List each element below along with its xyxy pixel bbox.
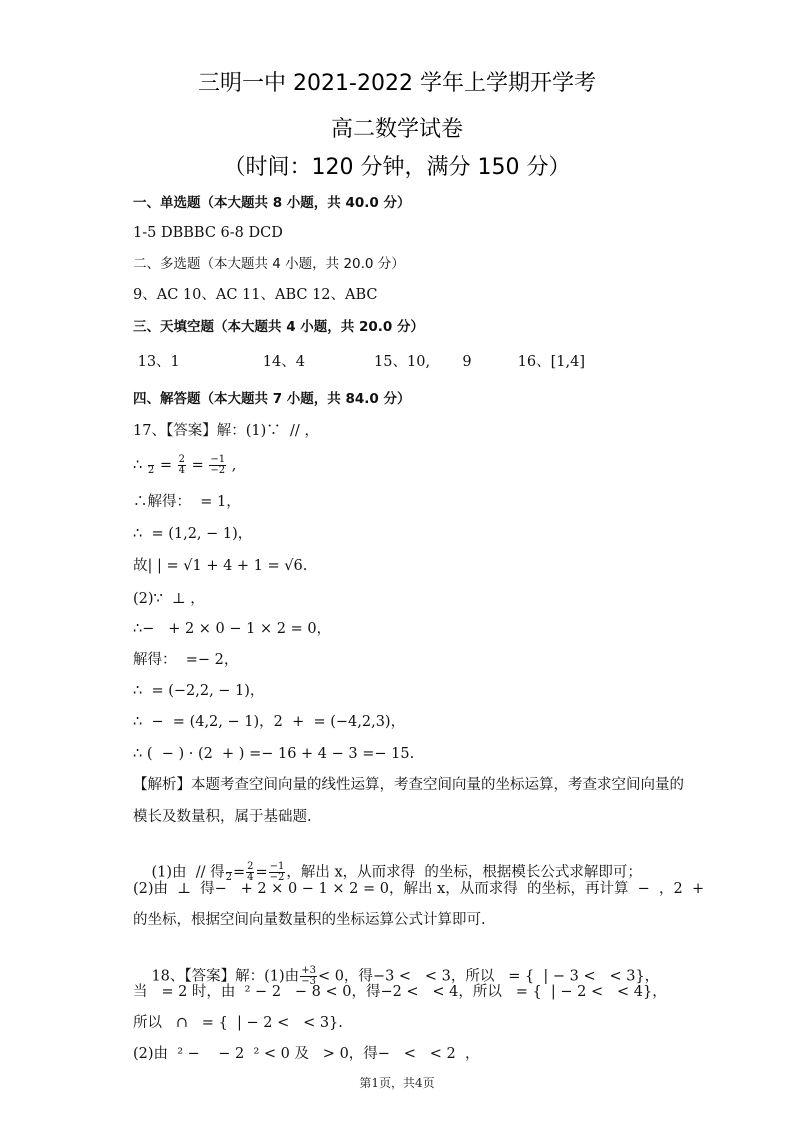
q17-line-3: ∴解得： = 1， <box>133 494 241 510</box>
section-2-heading: 二、多选题（本大题共 4 小题，共 20.0 分） <box>133 256 405 272</box>
section-4-heading: 四、解答题（本大题共 7 小题，共 84.0 分） <box>133 391 411 407</box>
subject-title: 高二数学试卷 <box>330 117 463 142</box>
q17-line-11: ∴ ( − ) · (2 + ) =− 16 + 4 − 3 =− 15. <box>133 746 415 762</box>
q18-line-1: 18、【答案】解：(1)由 $\frac{+3}{-3}$ < 0，得−3 < < 3，所以 = { | − 3 < < 3}， <box>151 965 660 987</box>
school-title: 三明一中 2021-2022 学年上学期开学考 <box>198 71 596 96</box>
q17-line-7: ∴− + 2 × 0 − 1 × 2 = 0， <box>133 621 332 637</box>
q17-analysis-5: 的坐标，根据空间向量数量积的坐标运算公式计算即可. <box>133 912 486 928</box>
q17-analysis-3: (1)由 // 得 2 = $\frac{2}{4}$ = $\frac{-1}{-2}$ ，解出 x，从而求得 的坐标，根据模长公式求解即可； <box>151 861 642 883</box>
section-3-heading: 三、天填空题（本大题共 4 小题，共 20.0 分） <box>133 319 425 335</box>
q17-line-6: (2)∵ ⊥ ， <box>133 591 205 607</box>
q17-line-5: 故| | = √1 + 4 + 1 = √6. <box>133 558 308 574</box>
fraction: $\frac{+3}{-3}$ <box>301 965 316 987</box>
fraction: $\frac{-1}{-2}$ <box>269 861 285 883</box>
q17-line-2: ∴ 2 = $\frac{2}{4}$ = $\frac{-1}{-2}$ , <box>133 454 237 476</box>
q18-line-3: 所以 ∩ = { | − 2 < < 3}. <box>133 1015 343 1031</box>
q17-line-4: ∴ = (1,2, − 1)， <box>133 526 253 542</box>
q17-line-8: 解得： =− 2， <box>133 652 239 668</box>
fraction: $\frac{2}{4}$ <box>247 861 254 883</box>
q17-line-10: ∴ − = (4,2, − 1)，2 + = (−4,2,3)， <box>133 714 406 730</box>
q18-line-2: 当 = 2 时，由 ² − 2 − 8 < 0，得−2 < < 4，所以 = { | − 2 < < 4}， <box>133 984 667 1000</box>
section-3-answers: 13、1 14、4 15、10, 9 16、[1,4] <box>133 354 585 370</box>
fraction: $\frac{-1}{-2}$ <box>210 454 226 476</box>
q18-line-4: (2)由 ² − − 2 ² < 0 及 > 0，得− < < 2 ， <box>133 1046 480 1062</box>
page-footer: 第1页，共4页 <box>359 1076 435 1090</box>
time-info: （时间：120 分钟，满分 150 分） <box>223 155 571 180</box>
section-1-heading: 一、单选题（本大题共 8 小题，共 40.0 分） <box>133 195 411 211</box>
section-1-answers: 1-5 DBBBC 6-8 DCD <box>133 225 283 241</box>
fraction: 2 <box>226 862 232 883</box>
q17-line-1: 17、【答案】解：(1)∵ // ， <box>133 423 319 439</box>
fraction: $\frac{2}{4}$ <box>178 454 185 476</box>
q17-line-9: ∴ = (−2,2, − 1)， <box>133 683 265 699</box>
fraction: 2 <box>148 455 154 476</box>
q17-analysis-2: 模长及数量积，属于基础题. <box>133 809 312 825</box>
q17-analysis-1: 【解析】本题考查空间向量的线性运算，考查空间向量的坐标运算，考查求空间向量的 <box>133 777 684 793</box>
section-2-answers: 9、AC 10、AC 11、ABC 12、ABC <box>133 287 378 303</box>
q17-analysis-4: (2)由 ⊥ 得− + 2 × 0 − 1 × 2 = 0，解出 x，从而求得 的坐标，再计算 − ，2 + <box>133 881 705 897</box>
